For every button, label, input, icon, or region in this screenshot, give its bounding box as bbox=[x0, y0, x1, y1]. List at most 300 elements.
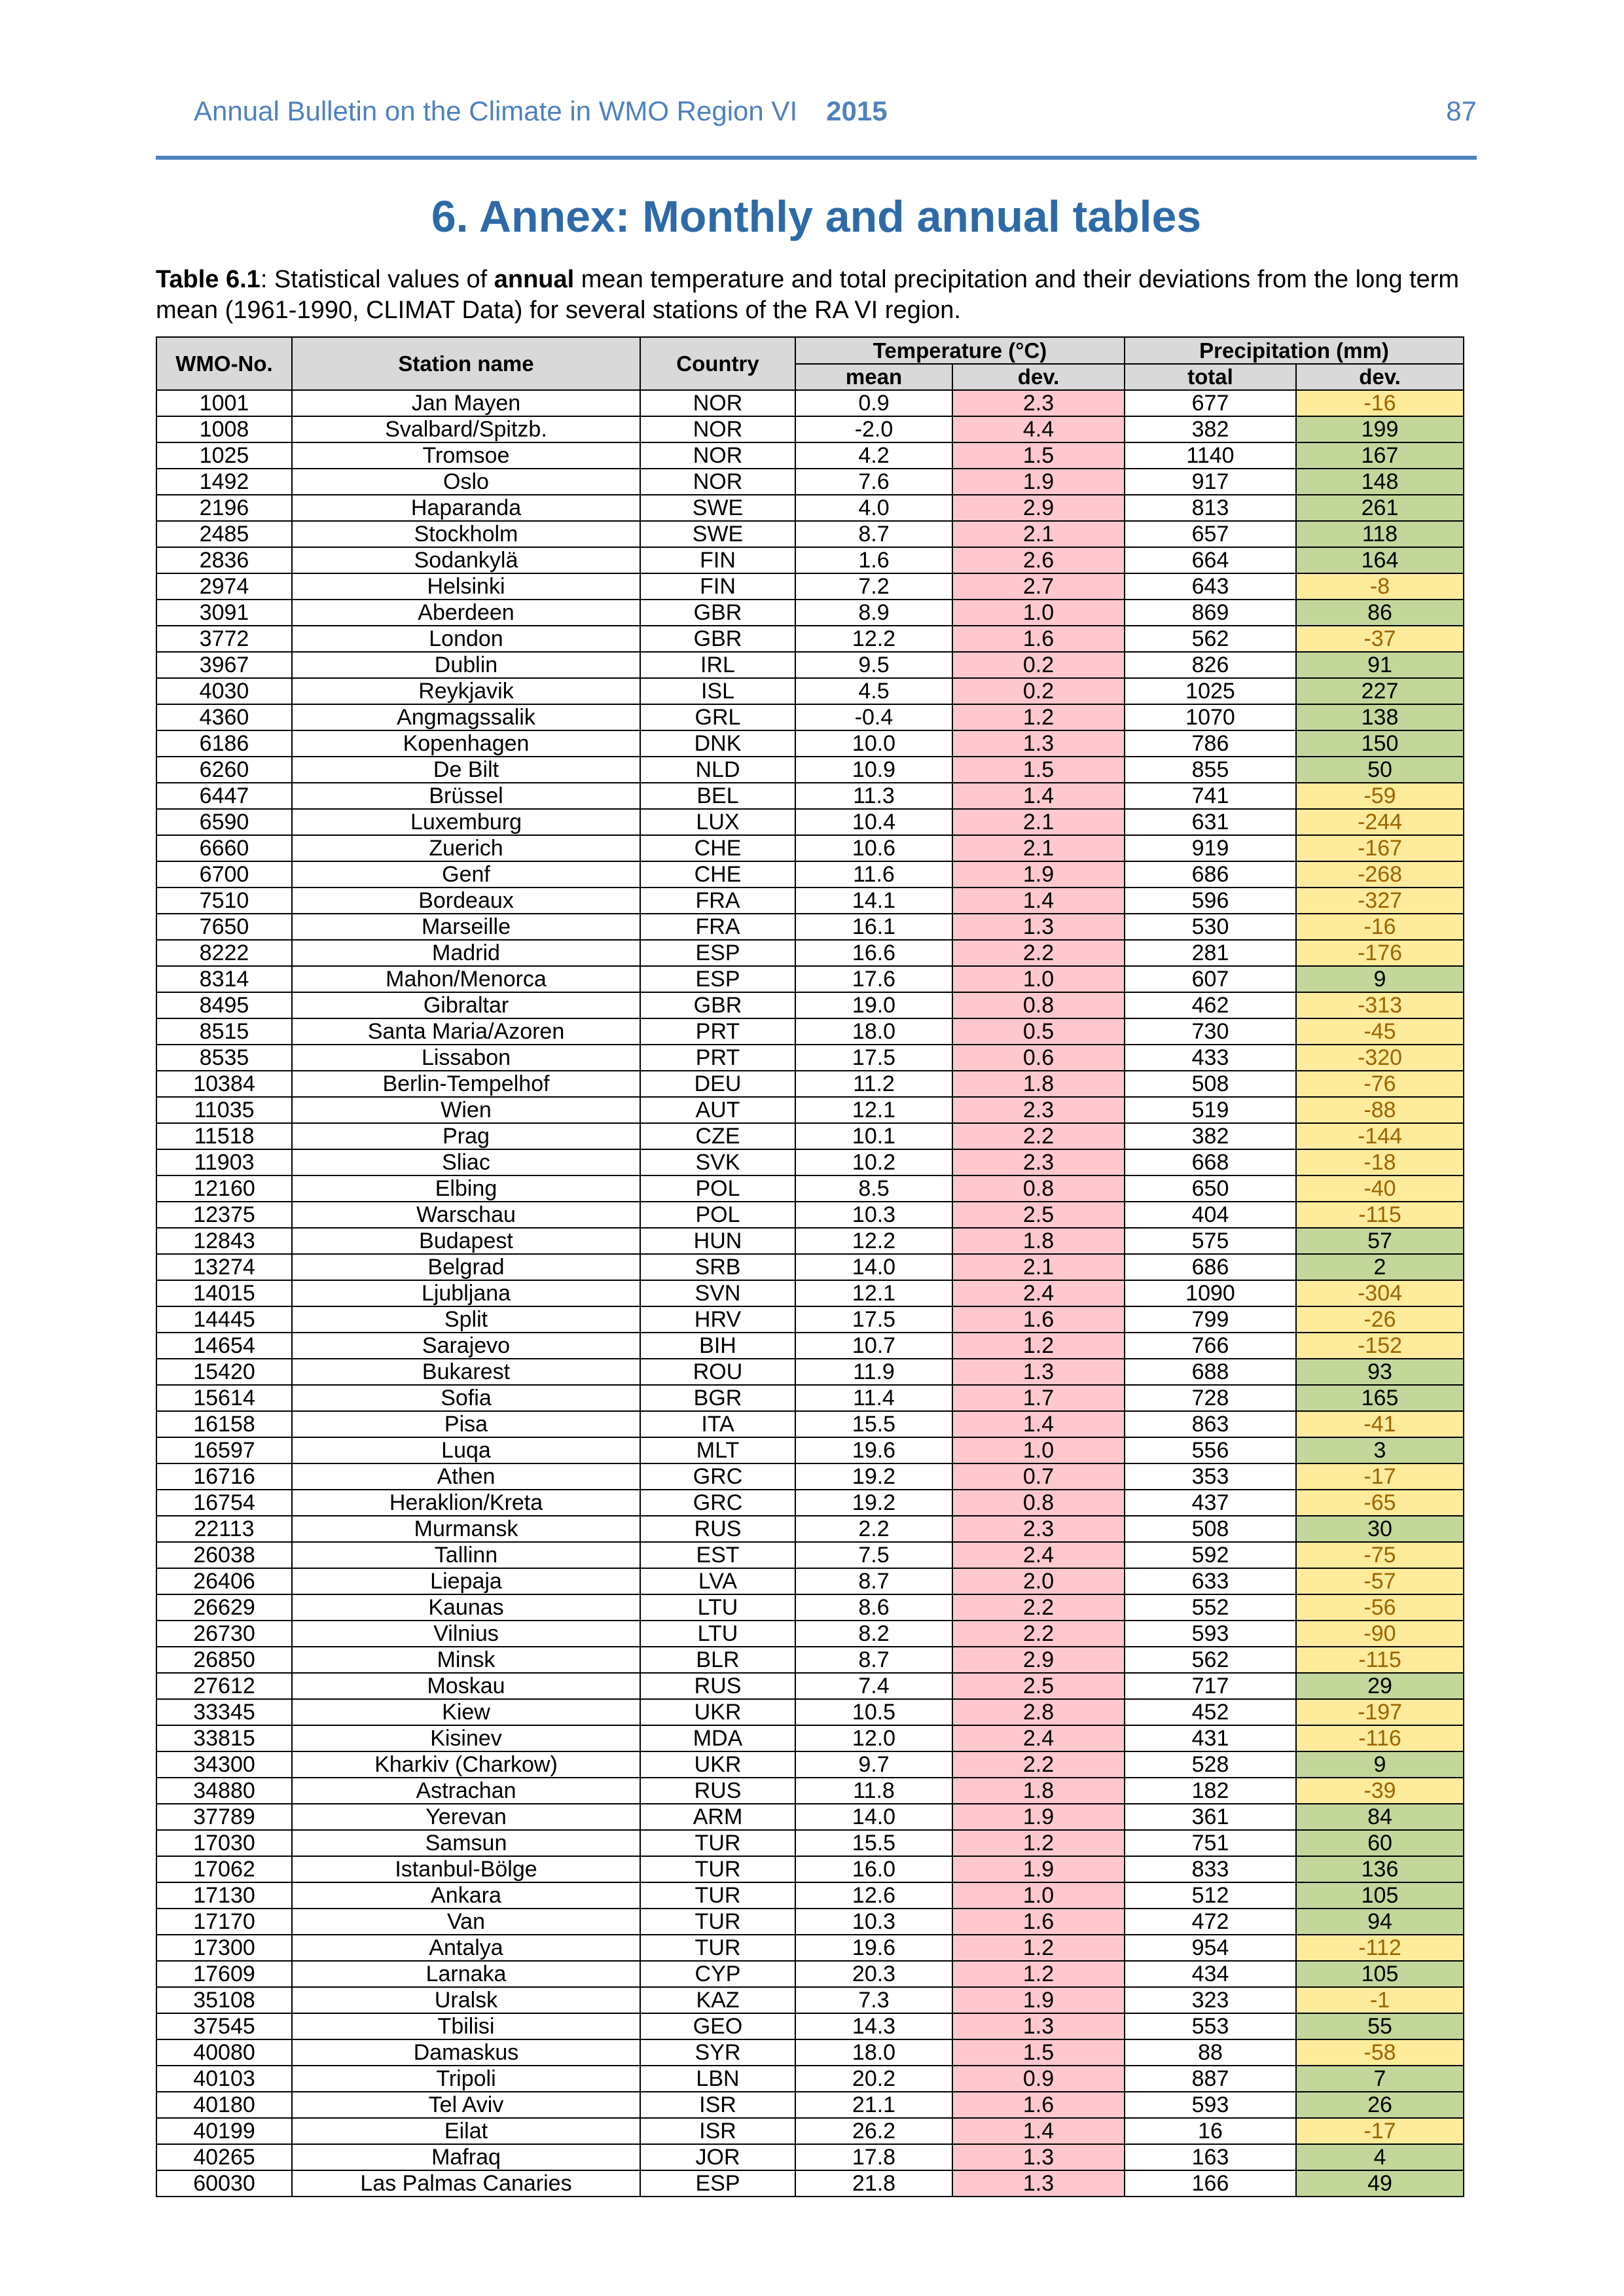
temp-mean-cell: 4.5 bbox=[795, 678, 952, 704]
temp-dev-cell: 1.0 bbox=[952, 600, 1125, 626]
wmo-no-cell: 6447 bbox=[156, 783, 292, 809]
country-cell: BGR bbox=[640, 1385, 795, 1411]
country-cell: ISL bbox=[640, 678, 795, 704]
temp-dev-cell: 1.2 bbox=[952, 1333, 1125, 1359]
country-cell: PRT bbox=[640, 1045, 795, 1071]
precip-dev-cell: 50 bbox=[1296, 757, 1464, 783]
wmo-no-cell: 1492 bbox=[156, 469, 292, 495]
precip-total-cell: 382 bbox=[1125, 416, 1296, 442]
precip-dev-cell: -65 bbox=[1296, 1490, 1464, 1516]
precip-total-cell: 353 bbox=[1125, 1463, 1296, 1490]
station-name-cell: Antalya bbox=[292, 1935, 640, 1961]
temp-mean-cell: 15.5 bbox=[795, 1830, 952, 1856]
table-row bbox=[156, 1568, 1464, 1594]
precip-total-cell: 323 bbox=[1125, 1987, 1296, 2013]
country-cell: RUS bbox=[640, 1778, 795, 1804]
country-cell: CHE bbox=[640, 835, 795, 861]
station-name-cell: Zuerich bbox=[292, 835, 640, 861]
temp-mean-cell: 12.1 bbox=[795, 1097, 952, 1123]
table-row bbox=[156, 704, 1464, 730]
temp-dev-cell: 2.4 bbox=[952, 1542, 1125, 1568]
station-name-cell: Stockholm bbox=[292, 521, 640, 547]
country-cell: ISR bbox=[640, 2092, 795, 2118]
table-row bbox=[156, 835, 1464, 861]
col-header-precip-dev: dev. bbox=[1296, 364, 1464, 390]
temp-mean-cell: 10.4 bbox=[795, 809, 952, 835]
table-row bbox=[156, 1909, 1464, 1935]
col-header-temperature: Temperature (°C) bbox=[795, 337, 1125, 364]
country-cell: NOR bbox=[640, 416, 795, 442]
temp-mean-cell: 19.0 bbox=[795, 992, 952, 1018]
station-name-cell: Larnaka bbox=[292, 1961, 640, 1987]
precip-dev-cell: 94 bbox=[1296, 1909, 1464, 1935]
bulletin-name: Annual Bulletin on the Climate in WMO Region VI bbox=[194, 96, 798, 126]
precip-total-cell: 887 bbox=[1125, 2066, 1296, 2092]
precip-total-cell: 668 bbox=[1125, 1149, 1296, 1175]
temp-mean-cell: -0.4 bbox=[795, 704, 952, 730]
precip-total-cell: 434 bbox=[1125, 1961, 1296, 1987]
wmo-no-cell: 1025 bbox=[156, 442, 292, 469]
station-name-cell: Wien bbox=[292, 1097, 640, 1123]
precip-dev-cell: -40 bbox=[1296, 1175, 1464, 1202]
temp-dev-cell: 1.9 bbox=[952, 861, 1125, 888]
wmo-no-cell: 2485 bbox=[156, 521, 292, 547]
table-body bbox=[156, 390, 1464, 2197]
country-cell: GEO bbox=[640, 2013, 795, 2039]
country-cell: FRA bbox=[640, 888, 795, 914]
country-cell: DNK bbox=[640, 730, 795, 757]
temp-mean-cell: 14.0 bbox=[795, 1804, 952, 1830]
temp-dev-cell: 1.5 bbox=[952, 2039, 1125, 2066]
temp-dev-cell: 1.6 bbox=[952, 1909, 1125, 1935]
precip-dev-cell: -176 bbox=[1296, 940, 1464, 966]
table-row bbox=[156, 730, 1464, 757]
temp-mean-cell: 21.8 bbox=[795, 2170, 952, 2197]
country-cell: DEU bbox=[640, 1071, 795, 1097]
station-name-cell: Lissabon bbox=[292, 1045, 640, 1071]
precip-total-cell: 688 bbox=[1125, 1359, 1296, 1385]
temp-mean-cell: 11.8 bbox=[795, 1778, 952, 1804]
wmo-no-cell: 40199 bbox=[156, 2118, 292, 2144]
country-cell: GBR bbox=[640, 626, 795, 652]
wmo-no-cell: 22113 bbox=[156, 1516, 292, 1542]
temp-mean-cell: 14.3 bbox=[795, 2013, 952, 2039]
precip-dev-cell: 60 bbox=[1296, 1830, 1464, 1856]
temp-dev-cell: 2.7 bbox=[952, 573, 1125, 600]
precip-total-cell: 917 bbox=[1125, 469, 1296, 495]
country-cell: BLR bbox=[640, 1647, 795, 1673]
temp-mean-cell: 17.6 bbox=[795, 966, 952, 992]
precip-total-cell: 88 bbox=[1125, 2039, 1296, 2066]
temp-dev-cell: 2.2 bbox=[952, 1751, 1125, 1778]
country-cell: NLD bbox=[640, 757, 795, 783]
precip-total-cell: 562 bbox=[1125, 626, 1296, 652]
precip-total-cell: 163 bbox=[1125, 2144, 1296, 2170]
wmo-no-cell: 14654 bbox=[156, 1333, 292, 1359]
temp-mean-cell: 8.2 bbox=[795, 1621, 952, 1647]
wmo-no-cell: 7650 bbox=[156, 914, 292, 940]
precip-dev-cell: -39 bbox=[1296, 1778, 1464, 1804]
table-row bbox=[156, 1280, 1464, 1306]
precip-total-cell: 593 bbox=[1125, 1621, 1296, 1647]
temp-mean-cell: 20.3 bbox=[795, 1961, 952, 1987]
station-name-cell: Van bbox=[292, 1909, 640, 1935]
temp-mean-cell: 8.6 bbox=[795, 1594, 952, 1621]
country-cell: SRB bbox=[640, 1254, 795, 1280]
temp-dev-cell: 0.2 bbox=[952, 652, 1125, 678]
table-row bbox=[156, 1830, 1464, 1856]
temp-mean-cell: 16.6 bbox=[795, 940, 952, 966]
station-name-cell: Minsk bbox=[292, 1647, 640, 1673]
country-cell: GRC bbox=[640, 1463, 795, 1490]
temp-dev-cell: 1.9 bbox=[952, 1804, 1125, 1830]
caption-label: Table 6.1 bbox=[156, 266, 261, 293]
table-row bbox=[156, 1333, 1464, 1359]
precip-total-cell: 1025 bbox=[1125, 678, 1296, 704]
table-row bbox=[156, 678, 1464, 704]
temp-mean-cell: 12.2 bbox=[795, 626, 952, 652]
precip-total-cell: 686 bbox=[1125, 1254, 1296, 1280]
table-row bbox=[156, 1202, 1464, 1228]
wmo-no-cell: 4360 bbox=[156, 704, 292, 730]
precip-total-cell: 833 bbox=[1125, 1856, 1296, 1882]
wmo-no-cell: 26850 bbox=[156, 1647, 292, 1673]
country-cell: ISR bbox=[640, 2118, 795, 2144]
precip-dev-cell: -1 bbox=[1296, 1987, 1464, 2013]
wmo-no-cell: 8495 bbox=[156, 992, 292, 1018]
wmo-no-cell: 11035 bbox=[156, 1097, 292, 1123]
precip-total-cell: 16 bbox=[1125, 2118, 1296, 2144]
temp-dev-cell: 0.8 bbox=[952, 1490, 1125, 1516]
country-cell: LVA bbox=[640, 1568, 795, 1594]
precip-total-cell: 530 bbox=[1125, 914, 1296, 940]
temp-mean-cell: 7.3 bbox=[795, 1987, 952, 2013]
temp-mean-cell: 10.3 bbox=[795, 1202, 952, 1228]
table-row bbox=[156, 1045, 1464, 1071]
col-header-wmo: WMO-No. bbox=[156, 337, 292, 390]
wmo-no-cell: 35108 bbox=[156, 1987, 292, 2013]
wmo-no-cell: 16716 bbox=[156, 1463, 292, 1490]
temp-mean-cell: 17.8 bbox=[795, 2144, 952, 2170]
temp-mean-cell: 4.0 bbox=[795, 495, 952, 521]
temp-mean-cell: 19.2 bbox=[795, 1490, 952, 1516]
country-cell: FIN bbox=[640, 547, 795, 573]
table-row bbox=[156, 1018, 1464, 1045]
precip-dev-cell: 57 bbox=[1296, 1228, 1464, 1254]
precip-total-cell: 826 bbox=[1125, 652, 1296, 678]
table-row bbox=[156, 390, 1464, 416]
wmo-no-cell: 15614 bbox=[156, 1385, 292, 1411]
station-name-cell: Genf bbox=[292, 861, 640, 888]
section-title: 6. Annex: Monthly and annual tables bbox=[431, 192, 1202, 242]
country-cell: RUS bbox=[640, 1673, 795, 1699]
station-name-cell: Damaskus bbox=[292, 2039, 640, 2066]
temp-dev-cell: 2.1 bbox=[952, 809, 1125, 835]
table-row bbox=[156, 1542, 1464, 1568]
temp-dev-cell: 0.9 bbox=[952, 2066, 1125, 2092]
temp-dev-cell: 0.8 bbox=[952, 1175, 1125, 1202]
wmo-no-cell: 26629 bbox=[156, 1594, 292, 1621]
table-row bbox=[156, 652, 1464, 678]
caption-text-1: : Statistical values of bbox=[260, 266, 494, 293]
temp-dev-cell: 2.3 bbox=[952, 1149, 1125, 1175]
precip-dev-cell: -197 bbox=[1296, 1699, 1464, 1725]
temp-dev-cell: 2.2 bbox=[952, 940, 1125, 966]
precip-dev-cell: -8 bbox=[1296, 573, 1464, 600]
country-cell: JOR bbox=[640, 2144, 795, 2170]
table-row bbox=[156, 2066, 1464, 2092]
table-row bbox=[156, 940, 1464, 966]
wmo-no-cell: 14015 bbox=[156, 1280, 292, 1306]
table-row bbox=[156, 861, 1464, 888]
col-header-precipitation: Precipitation (mm) bbox=[1125, 337, 1464, 364]
temp-mean-cell: 20.2 bbox=[795, 2066, 952, 2092]
col-header-country: Country bbox=[640, 337, 795, 390]
table-row bbox=[156, 1778, 1464, 1804]
table-row bbox=[156, 1621, 1464, 1647]
table-row bbox=[156, 1097, 1464, 1123]
temp-mean-cell: 11.2 bbox=[795, 1071, 952, 1097]
temp-dev-cell: 1.8 bbox=[952, 1071, 1125, 1097]
precip-total-cell: 182 bbox=[1125, 1778, 1296, 1804]
precip-dev-cell: 49 bbox=[1296, 2170, 1464, 2197]
station-name-cell: Luqa bbox=[292, 1437, 640, 1463]
temp-dev-cell: 1.4 bbox=[952, 783, 1125, 809]
precip-dev-cell: 9 bbox=[1296, 1751, 1464, 1778]
precip-dev-cell: 55 bbox=[1296, 2013, 1464, 2039]
country-cell: LTU bbox=[640, 1621, 795, 1647]
precip-total-cell: 664 bbox=[1125, 547, 1296, 573]
wmo-no-cell: 40103 bbox=[156, 2066, 292, 2092]
temp-mean-cell: 8.7 bbox=[795, 1568, 952, 1594]
temp-dev-cell: 1.8 bbox=[952, 1228, 1125, 1254]
temp-dev-cell: 0.5 bbox=[952, 1018, 1125, 1045]
precip-dev-cell: -167 bbox=[1296, 835, 1464, 861]
precip-dev-cell: -116 bbox=[1296, 1725, 1464, 1751]
temp-dev-cell: 1.2 bbox=[952, 1935, 1125, 1961]
temp-mean-cell: 18.0 bbox=[795, 2039, 952, 2066]
precip-dev-cell: -76 bbox=[1296, 1071, 1464, 1097]
wmo-no-cell: 3967 bbox=[156, 652, 292, 678]
precip-total-cell: 869 bbox=[1125, 600, 1296, 626]
precip-dev-cell: 199 bbox=[1296, 416, 1464, 442]
table-row bbox=[156, 1228, 1464, 1254]
temp-dev-cell: 1.3 bbox=[952, 914, 1125, 940]
bulletin-year: 2015 bbox=[826, 96, 888, 126]
precip-total-cell: 431 bbox=[1125, 1725, 1296, 1751]
table-row bbox=[156, 1699, 1464, 1725]
precip-dev-cell: -320 bbox=[1296, 1045, 1464, 1071]
country-cell: ESP bbox=[640, 966, 795, 992]
temp-dev-cell: 1.4 bbox=[952, 1411, 1125, 1437]
precip-total-cell: 361 bbox=[1125, 1804, 1296, 1830]
table-row bbox=[156, 1882, 1464, 1909]
temp-dev-cell: 1.9 bbox=[952, 1987, 1125, 2013]
precip-dev-cell: -18 bbox=[1296, 1149, 1464, 1175]
precip-total-cell: 593 bbox=[1125, 2092, 1296, 2118]
wmo-no-cell: 27612 bbox=[156, 1673, 292, 1699]
country-cell: LUX bbox=[640, 809, 795, 835]
precip-total-cell: 919 bbox=[1125, 835, 1296, 861]
country-cell: SWE bbox=[640, 495, 795, 521]
temp-mean-cell: 8.9 bbox=[795, 600, 952, 626]
precip-total-cell: 382 bbox=[1125, 1123, 1296, 1149]
wmo-no-cell: 26038 bbox=[156, 1542, 292, 1568]
precip-dev-cell: -17 bbox=[1296, 2118, 1464, 2144]
wmo-no-cell: 12843 bbox=[156, 1228, 292, 1254]
temp-dev-cell: 1.6 bbox=[952, 626, 1125, 652]
precip-dev-cell: 136 bbox=[1296, 1856, 1464, 1882]
country-cell: RUS bbox=[640, 1516, 795, 1542]
temp-dev-cell: 1.0 bbox=[952, 1882, 1125, 1909]
temp-dev-cell: 0.6 bbox=[952, 1045, 1125, 1071]
precip-dev-cell: -57 bbox=[1296, 1568, 1464, 1594]
temp-mean-cell: 17.5 bbox=[795, 1045, 952, 1071]
temp-dev-cell: 2.6 bbox=[952, 547, 1125, 573]
temp-mean-cell: 1.6 bbox=[795, 547, 952, 573]
wmo-no-cell: 40080 bbox=[156, 2039, 292, 2066]
table-row bbox=[156, 2039, 1464, 2066]
precip-dev-cell: -16 bbox=[1296, 914, 1464, 940]
country-cell: BIH bbox=[640, 1333, 795, 1359]
table-row bbox=[156, 1411, 1464, 1437]
precip-dev-cell: -115 bbox=[1296, 1647, 1464, 1673]
country-cell: ROU bbox=[640, 1359, 795, 1385]
country-cell: POL bbox=[640, 1202, 795, 1228]
wmo-no-cell: 17170 bbox=[156, 1909, 292, 1935]
temp-dev-cell: 1.9 bbox=[952, 469, 1125, 495]
precip-total-cell: 799 bbox=[1125, 1306, 1296, 1333]
precip-dev-cell: 165 bbox=[1296, 1385, 1464, 1411]
country-cell: SVK bbox=[640, 1149, 795, 1175]
wmo-no-cell: 33815 bbox=[156, 1725, 292, 1751]
temp-mean-cell: 11.9 bbox=[795, 1359, 952, 1385]
precip-dev-cell: -115 bbox=[1296, 1202, 1464, 1228]
wmo-no-cell: 2974 bbox=[156, 573, 292, 600]
station-name-cell: Tromsoe bbox=[292, 442, 640, 469]
precip-total-cell: 1140 bbox=[1125, 442, 1296, 469]
precip-dev-cell: -152 bbox=[1296, 1333, 1464, 1359]
precip-dev-cell: -88 bbox=[1296, 1097, 1464, 1123]
station-name-cell: Kopenhagen bbox=[292, 730, 640, 757]
station-name-cell: Oslo bbox=[292, 469, 640, 495]
temp-dev-cell: 2.9 bbox=[952, 1647, 1125, 1673]
precip-total-cell: 730 bbox=[1125, 1018, 1296, 1045]
precip-dev-cell: 138 bbox=[1296, 704, 1464, 730]
temp-mean-cell: 12.1 bbox=[795, 1280, 952, 1306]
station-name-cell: Istanbul-Bölge bbox=[292, 1856, 640, 1882]
col-header-total: total bbox=[1125, 364, 1296, 390]
temp-mean-cell: 10.0 bbox=[795, 730, 952, 757]
precip-total-cell: 728 bbox=[1125, 1385, 1296, 1411]
precip-dev-cell: 261 bbox=[1296, 495, 1464, 521]
temp-mean-cell: 18.0 bbox=[795, 1018, 952, 1045]
temp-dev-cell: 1.3 bbox=[952, 2013, 1125, 2039]
wmo-no-cell: 26730 bbox=[156, 1621, 292, 1647]
precip-dev-cell: 4 bbox=[1296, 2144, 1464, 2170]
station-name-cell: Las Palmas Canaries bbox=[292, 2170, 640, 2197]
station-name-cell: Belgrad bbox=[292, 1254, 640, 1280]
precip-total-cell: 452 bbox=[1125, 1699, 1296, 1725]
precip-dev-cell: 148 bbox=[1296, 469, 1464, 495]
temp-dev-cell: 2.5 bbox=[952, 1673, 1125, 1699]
temp-mean-cell: 14.1 bbox=[795, 888, 952, 914]
precip-dev-cell: 105 bbox=[1296, 1882, 1464, 1909]
temp-mean-cell: 16.1 bbox=[795, 914, 952, 940]
temp-mean-cell: 10.9 bbox=[795, 757, 952, 783]
precip-dev-cell: -56 bbox=[1296, 1594, 1464, 1621]
temp-dev-cell: 2.4 bbox=[952, 1725, 1125, 1751]
station-name-cell: London bbox=[292, 626, 640, 652]
station-name-cell: Jan Mayen bbox=[292, 390, 640, 416]
country-cell: ARM bbox=[640, 1804, 795, 1830]
temp-dev-cell: 2.3 bbox=[952, 390, 1125, 416]
precip-total-cell: 686 bbox=[1125, 861, 1296, 888]
precip-total-cell: 437 bbox=[1125, 1490, 1296, 1516]
table-row bbox=[156, 1961, 1464, 1987]
wmo-no-cell: 6700 bbox=[156, 861, 292, 888]
temp-mean-cell: 10.6 bbox=[795, 835, 952, 861]
temp-dev-cell: 2.2 bbox=[952, 1594, 1125, 1621]
table-row bbox=[156, 1751, 1464, 1778]
wmo-no-cell: 4030 bbox=[156, 678, 292, 704]
table-row bbox=[156, 1123, 1464, 1149]
wmo-no-cell: 8314 bbox=[156, 966, 292, 992]
precip-total-cell: 508 bbox=[1125, 1071, 1296, 1097]
temp-dev-cell: 2.3 bbox=[952, 1097, 1125, 1123]
precip-dev-cell: -313 bbox=[1296, 992, 1464, 1018]
header-divider bbox=[156, 156, 1477, 160]
precip-dev-cell: 164 bbox=[1296, 547, 1464, 573]
table-row bbox=[156, 1856, 1464, 1882]
temp-mean-cell: 9.5 bbox=[795, 652, 952, 678]
station-name-cell: Tripoli bbox=[292, 2066, 640, 2092]
table-row bbox=[156, 469, 1464, 495]
table-row bbox=[156, 1306, 1464, 1333]
precip-total-cell: 751 bbox=[1125, 1830, 1296, 1856]
wmo-no-cell: 7510 bbox=[156, 888, 292, 914]
table-row bbox=[156, 1437, 1464, 1463]
wmo-no-cell: 15420 bbox=[156, 1359, 292, 1385]
temp-mean-cell: 11.4 bbox=[795, 1385, 952, 1411]
precip-dev-cell: -327 bbox=[1296, 888, 1464, 914]
precip-dev-cell: -58 bbox=[1296, 2039, 1464, 2066]
wmo-no-cell: 8222 bbox=[156, 940, 292, 966]
table-row bbox=[156, 442, 1464, 469]
temp-dev-cell: 1.7 bbox=[952, 1385, 1125, 1411]
temp-mean-cell: 12.0 bbox=[795, 1725, 952, 1751]
table-row bbox=[156, 1987, 1464, 2013]
country-cell: AUT bbox=[640, 1097, 795, 1123]
country-cell: FIN bbox=[640, 573, 795, 600]
temp-mean-cell: 19.2 bbox=[795, 1463, 952, 1490]
table-row bbox=[156, 2092, 1464, 2118]
page-number: 87 bbox=[1446, 96, 1477, 126]
temp-mean-cell: 0.9 bbox=[795, 390, 952, 416]
station-name-cell: Gibraltar bbox=[292, 992, 640, 1018]
wmo-no-cell: 12160 bbox=[156, 1175, 292, 1202]
temp-dev-cell: 1.0 bbox=[952, 966, 1125, 992]
precip-dev-cell: -90 bbox=[1296, 1621, 1464, 1647]
country-cell: UKR bbox=[640, 1699, 795, 1725]
country-cell: GRL bbox=[640, 704, 795, 730]
station-name-cell: Madrid bbox=[292, 940, 640, 966]
country-cell: TUR bbox=[640, 1830, 795, 1856]
precip-total-cell: 855 bbox=[1125, 757, 1296, 783]
station-name-cell: Mafraq bbox=[292, 2144, 640, 2170]
country-cell: NOR bbox=[640, 390, 795, 416]
country-cell: IRL bbox=[640, 652, 795, 678]
